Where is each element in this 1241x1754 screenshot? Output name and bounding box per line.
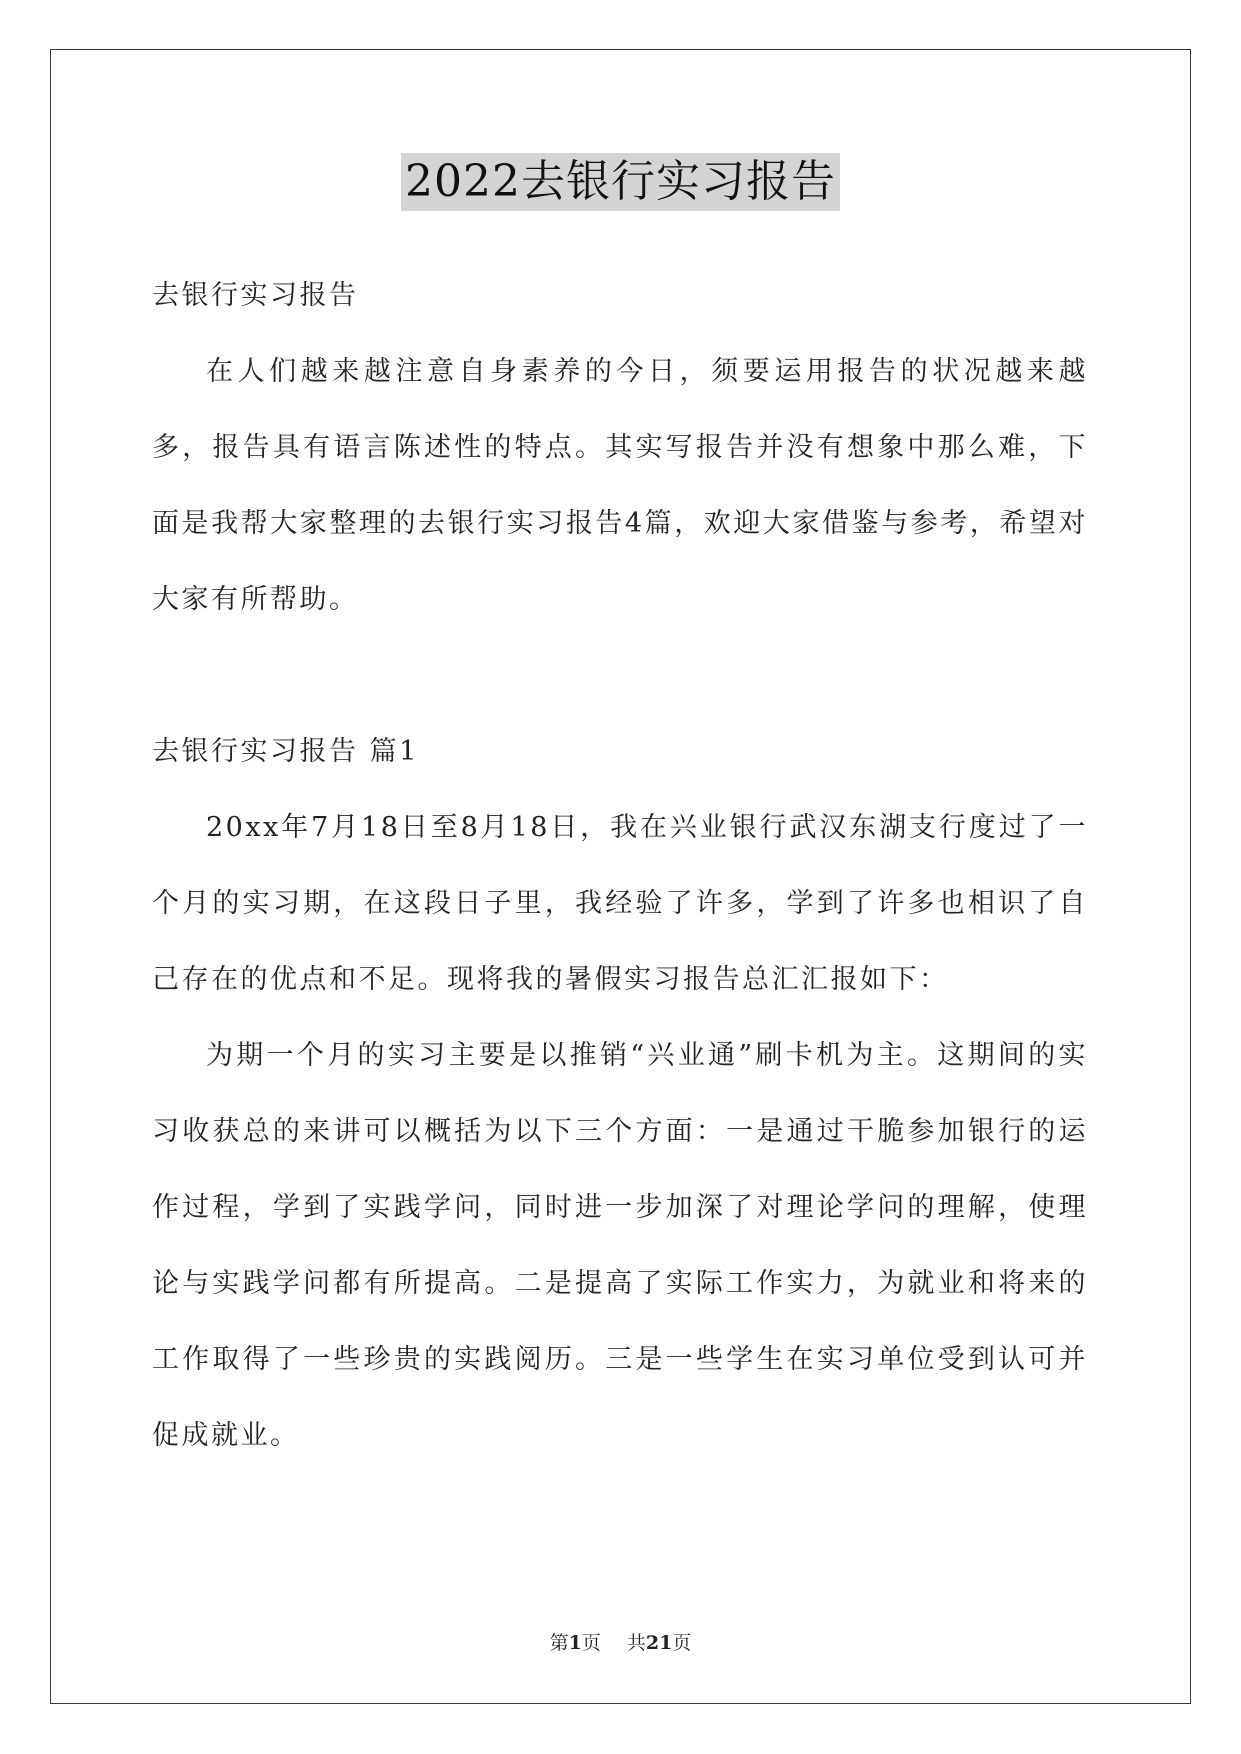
total-page-count: 21	[645, 1632, 673, 1654]
page-prefix: 第	[549, 1632, 569, 1654]
section-heading: 去银行实习报告 篇1	[152, 736, 419, 767]
document-title	[0, 153, 1241, 211]
total-suffix: 页	[672, 1632, 692, 1654]
page-footer	[0, 1628, 1241, 1655]
document-body	[152, 258, 1088, 1474]
total-prefix: 共	[626, 1632, 646, 1654]
document-subtitle: 去银行实习报告	[152, 280, 359, 311]
intro-paragraph: 在人们越来越注意自身素养的今日，须要运用报告的状况越来越多，报告具有语言陈述性的特点。其实写报告并没有想象中那么难，下面是我帮大家整理的去银行实习报告4篇，欢迎大家借鉴与参考，希望对大家有所帮助。	[152, 356, 1088, 615]
section-paragraph-2: 为期一个月的实习主要是以推销“兴业通”刷卡机为主。这期间的实习收获总的来讲可以概括为以下三个方面：一是通过干脆参加银行的运作过程，学到了实践学问，同时进一步加深了对理论学问的理解，使理论与实践学问都有所提高。二是提高了实际工作实力，为就业和将来的工作取得了一些珍贵的实践阅历。三是一些学生在实习单位受到认可并促成就业。	[152, 1040, 1088, 1451]
page-suffix: 页	[581, 1632, 601, 1654]
document-title-text: 2022去银行实习报告	[401, 153, 840, 211]
current-page-number: 1	[568, 1632, 582, 1654]
section-paragraph-1: 20xx年7月18日至8月18日，我在兴业银行武汉东湖支行度过了一个月的实习期，在这段日子里，我经验了许多，学到了许多也相识了自己存在的优点和不足。现将我的暑假实习报告总汇汇报如下：	[152, 812, 1088, 995]
